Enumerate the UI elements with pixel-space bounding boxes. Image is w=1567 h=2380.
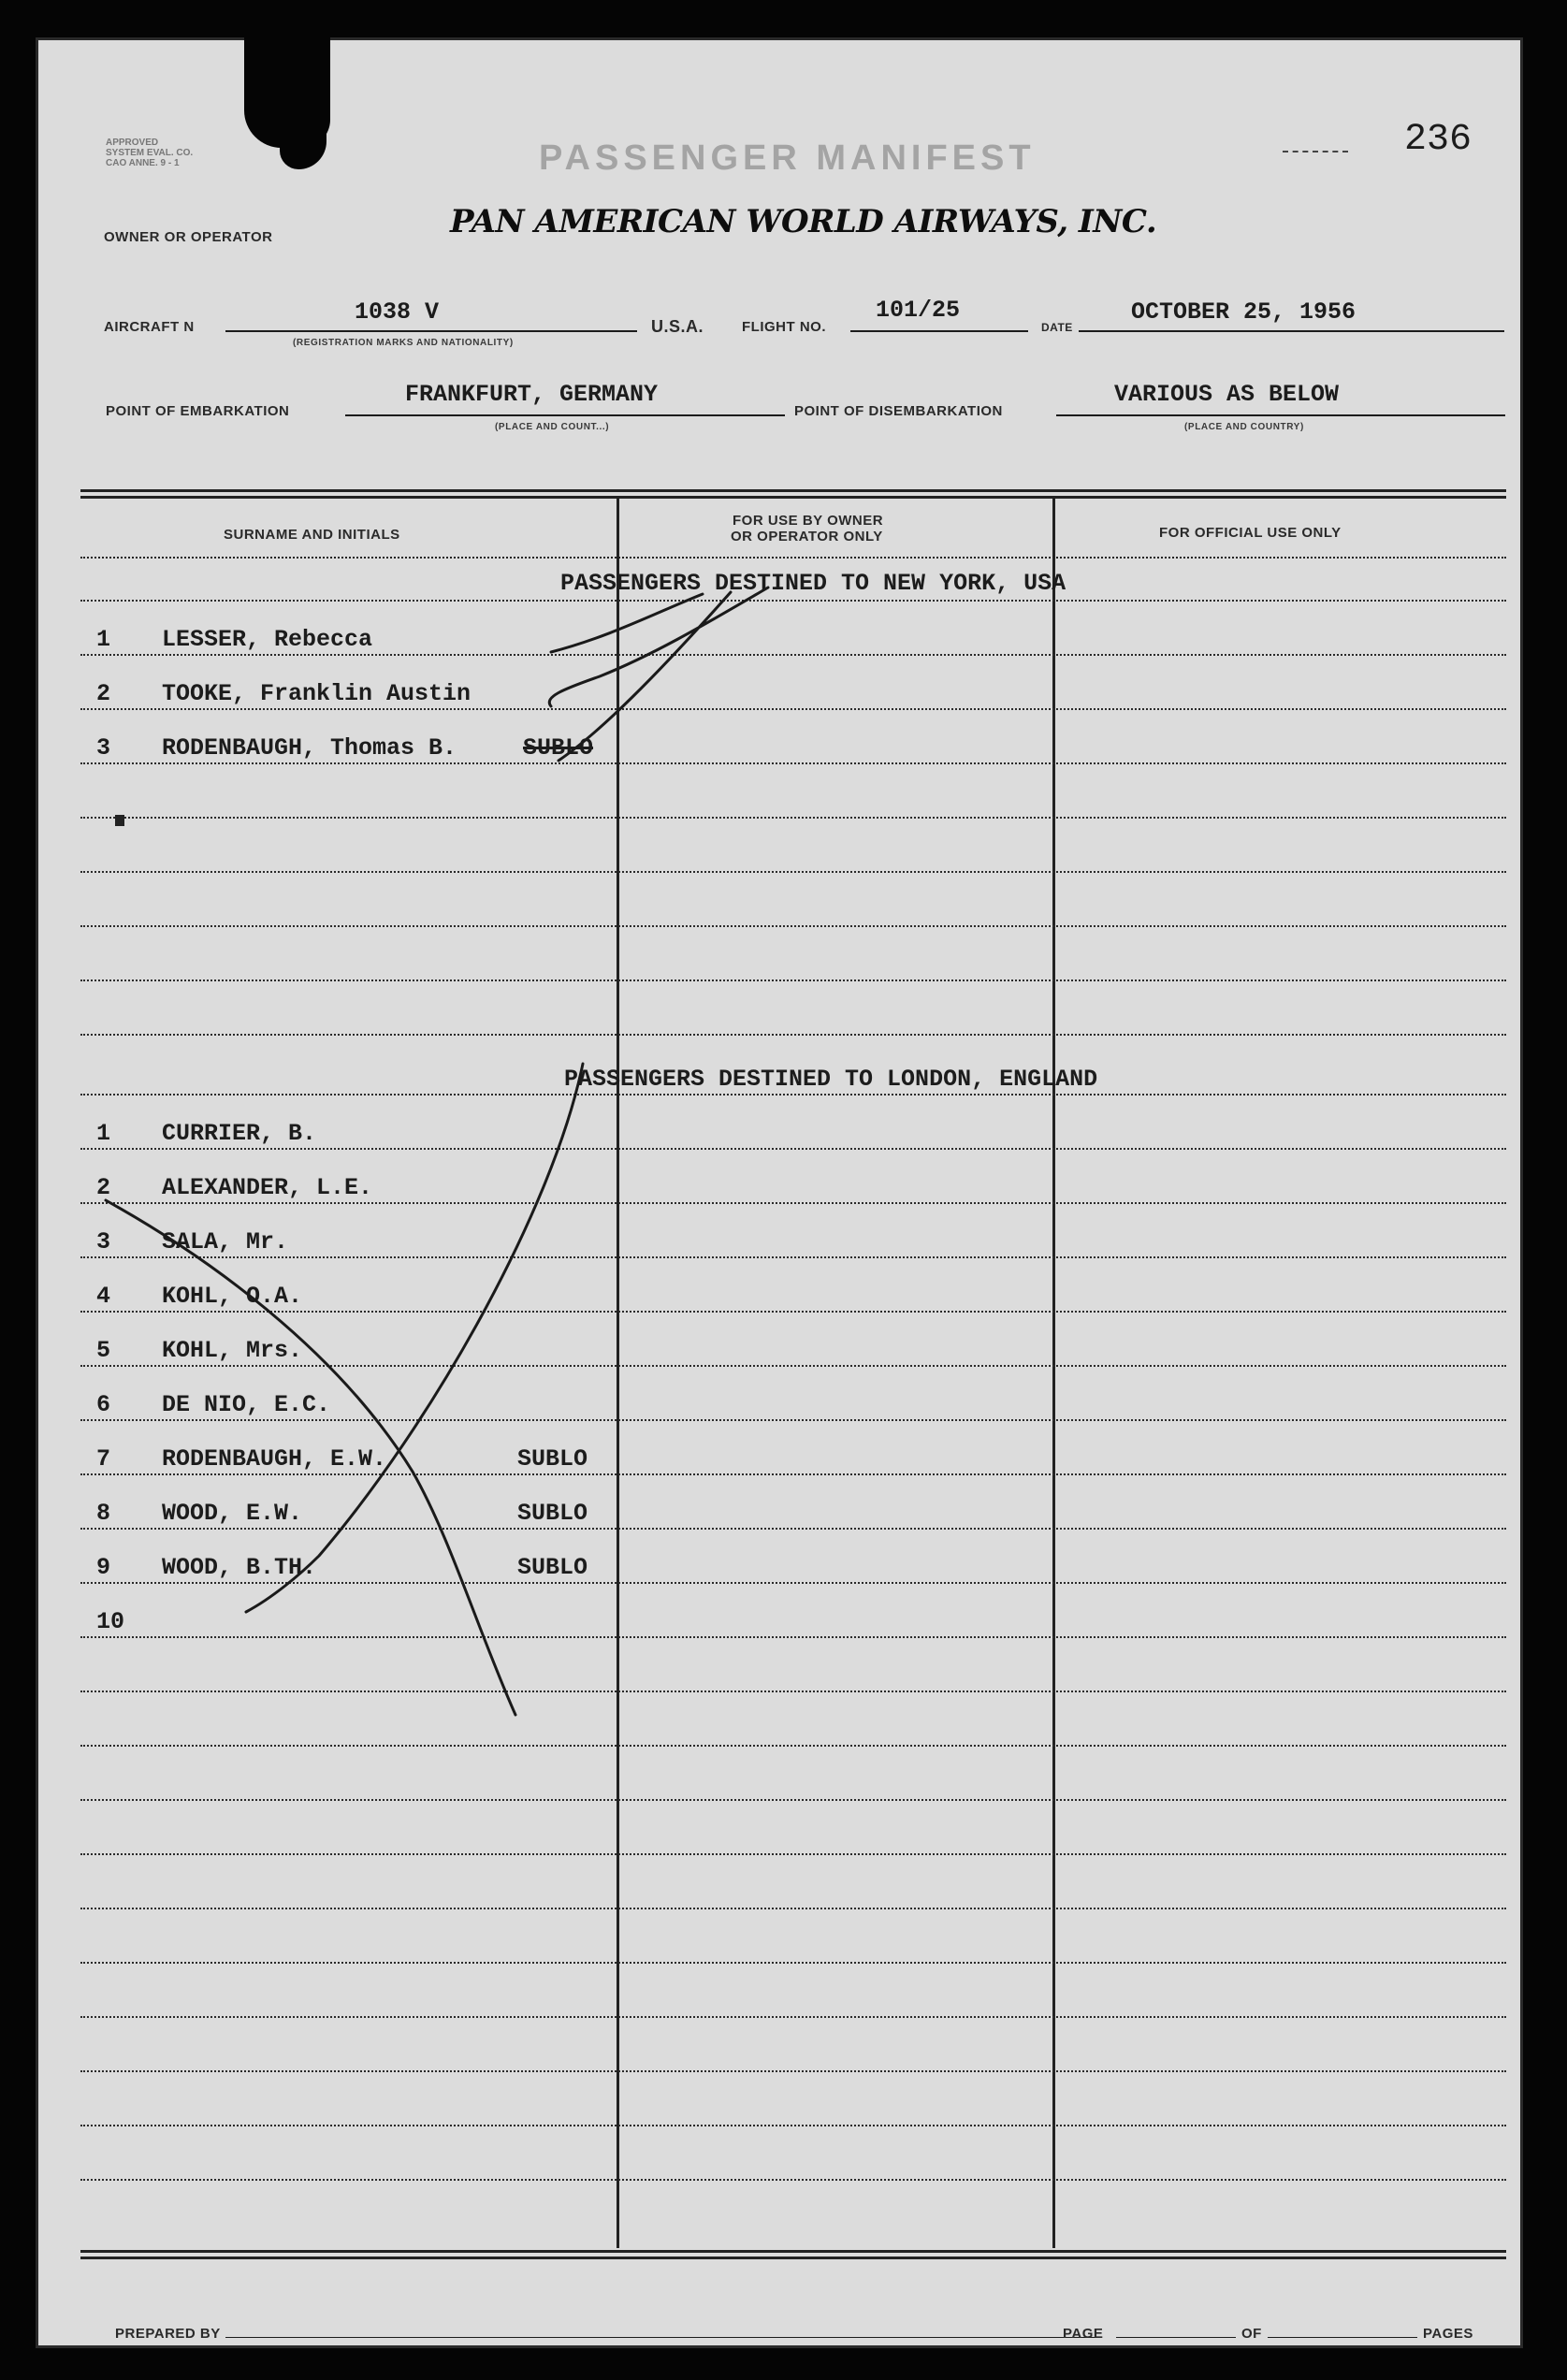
stamp-line-2: SYSTEM EVAL. CO. (106, 148, 194, 158)
stamp-line-1: APPROVED (106, 138, 159, 148)
passenger-note: SUBLO (517, 1500, 588, 1527)
embarkation-label: POINT OF EMBARKATION (106, 403, 290, 419)
passenger-name: KOHL, O.A. (162, 1283, 303, 1310)
pages-label: PAGES (1423, 2326, 1473, 2342)
usa-label: U.S.A. (651, 317, 704, 336)
col-surname-header: SURNAME AND INITIALS (224, 527, 400, 543)
passenger-name: RODENBAUGH, Thomas B. (162, 734, 457, 762)
manifest-sheet (36, 37, 1523, 2348)
passenger-note-struck: SUBLO (523, 734, 594, 762)
owner-label: OWNER OR OPERATOR (104, 229, 273, 245)
passenger-name: LESSER, Rebecca (162, 626, 373, 653)
disembarkation-caption: (PLACE AND COUNTRY) (1184, 422, 1304, 432)
passenger-name: CURRIER, B. (162, 1120, 317, 1147)
embarkation-value: FRANKFURT, GERMANY (405, 381, 659, 408)
row-number: 7 (96, 1445, 111, 1473)
row-number: 1 (96, 626, 111, 653)
passenger-name: RODENBAUGH, E.W. (162, 1445, 387, 1473)
stamp-line-3: CAO ANNE. 9 - 1 (106, 158, 180, 168)
row-number: 8 (96, 1500, 111, 1527)
flight-value: 101/25 (876, 297, 961, 324)
registration-caption: (REGISTRATION MARKS AND NATIONALITY) (293, 338, 514, 348)
passenger-name: ALEXANDER, L.E. (162, 1174, 373, 1201)
row-number: 2 (96, 1174, 111, 1201)
row-number: 3 (96, 734, 111, 762)
prepared-label: PREPARED BY (115, 2326, 221, 2342)
col-official-header: FOR OFFICIAL USE ONLY (1159, 525, 1342, 541)
date-label: DATE (1041, 321, 1073, 334)
col-owner-header-2: OR OPERATOR ONLY (731, 529, 883, 544)
aircraft-label: AIRCRAFT N (104, 319, 195, 335)
handwritten-check-marks (38, 40, 1526, 2351)
passenger-name: KOHL, Mrs. (162, 1337, 303, 1364)
row-number: 9 (96, 1554, 111, 1581)
row-number: 10 (96, 1608, 125, 1635)
section-london-heading: PASSENGERS DESTINED TO LONDON, ENGLAND (564, 1066, 1098, 1093)
passenger-name: SALA, Mr. (162, 1228, 289, 1255)
passenger-note: SUBLO (517, 1554, 588, 1581)
passenger-name: TOOKE, Franklin Austin (162, 680, 472, 707)
row-number: 1 (96, 1120, 111, 1147)
page-number: 236 (1404, 119, 1473, 161)
row-number: 3 (96, 1228, 111, 1255)
cross-mark-london (106, 1064, 583, 1715)
passenger-name: WOOD, B.TH. (162, 1554, 317, 1581)
passenger-note: SUBLO (517, 1445, 588, 1473)
company-name: PAN AMERICAN WORLD AIRWAYS, INC. (450, 203, 1157, 240)
row-number: 6 (96, 1391, 111, 1418)
row-number: 5 (96, 1337, 111, 1364)
disembarkation-value: VARIOUS AS BELOW (1114, 381, 1340, 408)
row-number: 2 (96, 680, 111, 707)
col-owner-header-1: FOR USE BY OWNER (733, 513, 884, 529)
embarkation-caption: (PLACE AND COUNT...) (495, 422, 610, 432)
aircraft-value: 1038 V (355, 298, 440, 326)
check-mark-newyork (549, 588, 768, 761)
section-newyork-heading: PASSENGERS DESTINED TO NEW YORK, USA (560, 570, 1066, 597)
form-title: PASSENGER MANIFEST (539, 138, 1036, 178)
page-label: PAGE (1063, 2326, 1104, 2342)
passenger-name: WOOD, E.W. (162, 1500, 303, 1527)
passenger-name: DE NIO, E.C. (162, 1391, 331, 1418)
row-number: 4 (96, 1283, 111, 1310)
of-label: OF (1241, 2326, 1262, 2342)
flight-label: FLIGHT NO. (742, 319, 826, 335)
disembarkation-label: POINT OF DISEMBARKATION (794, 403, 1003, 419)
date-value: OCTOBER 25, 1956 (1131, 298, 1357, 326)
